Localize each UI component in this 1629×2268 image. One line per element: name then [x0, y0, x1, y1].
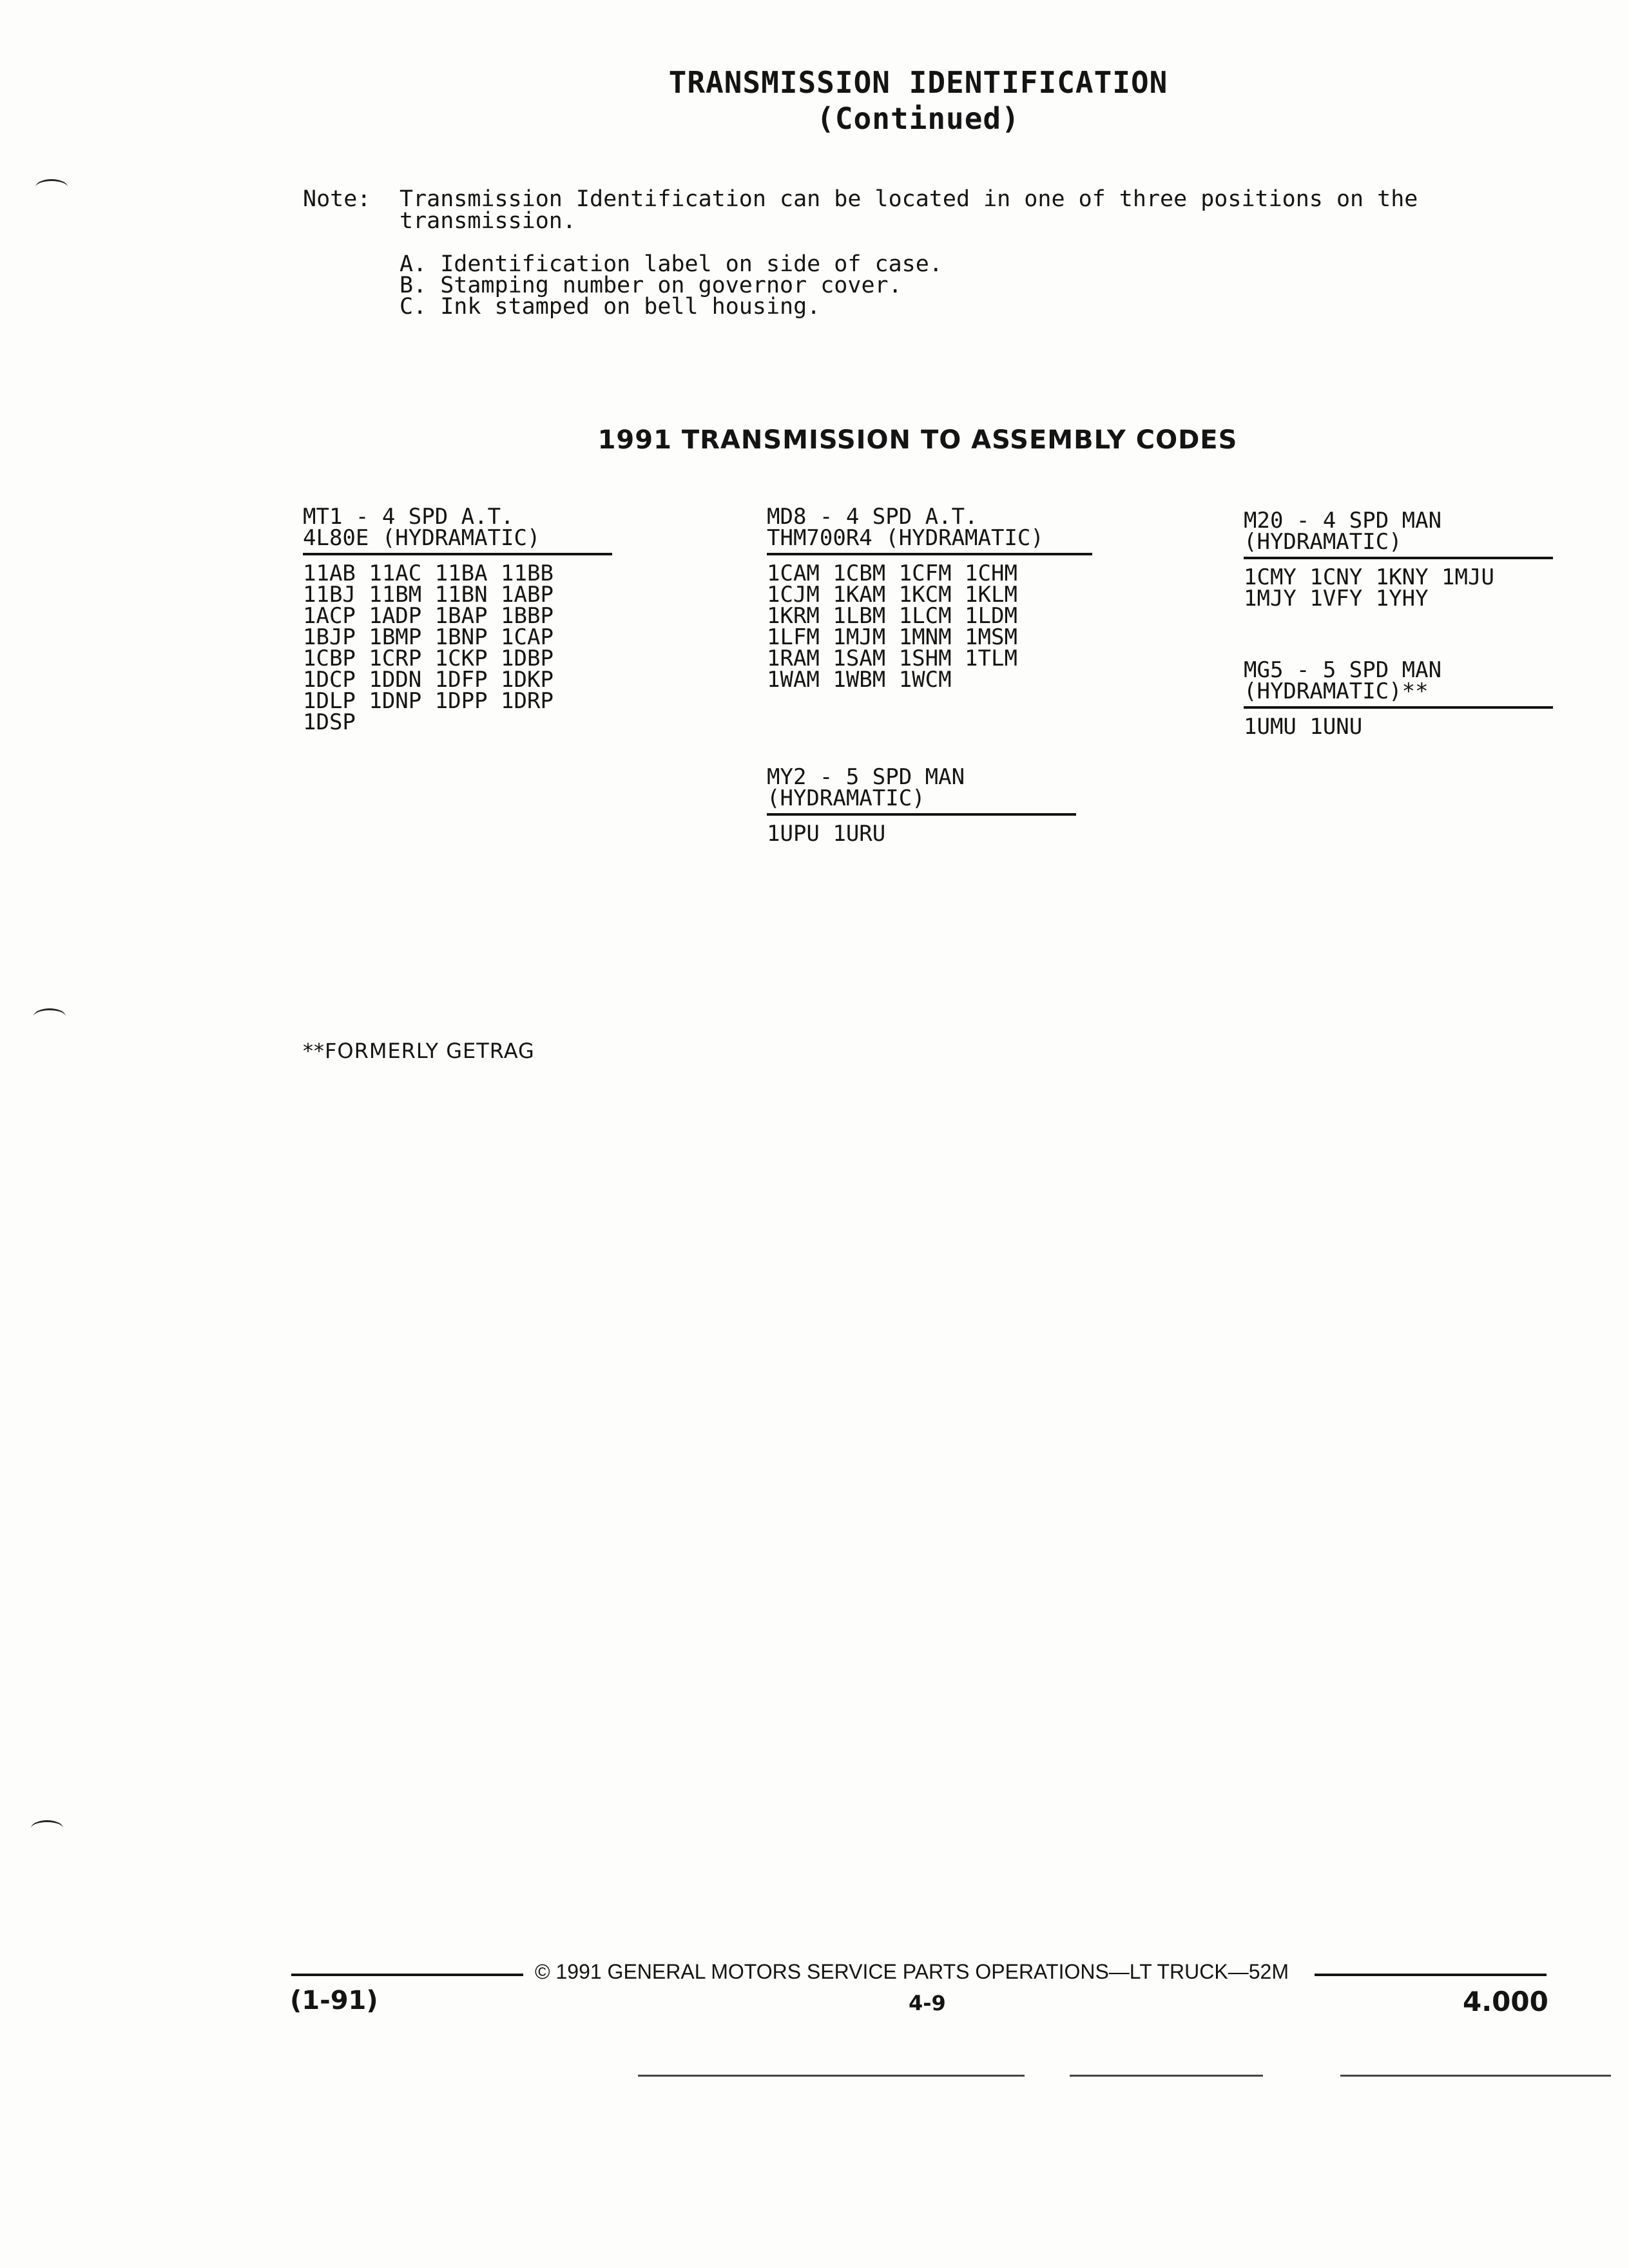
margin-mark — [35, 179, 68, 195]
code-row: 1LFM 1MJM 1MNM 1MSM — [767, 624, 1017, 650]
code-row: 1CMY 1CNY 1KNY 1MJU — [1244, 564, 1494, 590]
code-row: 1CBP 1CRP 1CKP 1DBP — [303, 646, 554, 671]
code-row: 1MJY 1VFY 1YHY — [1244, 586, 1429, 611]
note-item: B. Stamping number on governor cover. — [400, 273, 902, 298]
group-heading: MT1 - 4 SPD A.T. — [303, 504, 514, 530]
group-subheading: (HYDRAMATIC)** — [1244, 678, 1429, 704]
footer-rule-right — [1315, 1974, 1547, 1976]
code-row: 1UPU 1URU — [767, 821, 886, 847]
group-rule — [767, 813, 1076, 816]
note-list — [400, 251, 1566, 320]
scan-line — [638, 2075, 1025, 2077]
section-title: 1991 TRANSMISSION TO ASSEMBLY CODES — [597, 425, 1238, 455]
code-row: 1UMU 1UNU — [1244, 714, 1363, 740]
footer-copyright: © 1991 GENERAL MOTORS SERVICE PARTS OPERATIONS—LT TRUCK—52M — [535, 1960, 1289, 1983]
page-title-line2: (Continued) — [816, 101, 1020, 136]
margin-mark — [34, 1008, 66, 1024]
footer-section-number: 4.000 — [1463, 1986, 1548, 2017]
code-row: 1RAM 1SAM 1SHM 1TLM — [767, 646, 1017, 671]
group-subheading: (HYDRAMATIC) — [767, 785, 925, 811]
page-title-line1: TRANSMISSION IDENTIFICATION — [668, 65, 1168, 100]
code-list — [1244, 564, 1553, 611]
group-subheading: 4L80E (HYDRAMATIC) — [303, 525, 541, 551]
code-row: 1WAM 1WBM 1WCM — [767, 667, 952, 693]
group-rule — [767, 553, 1092, 555]
margin-mark — [31, 1820, 63, 1836]
code-list — [1244, 716, 1553, 738]
group-heading: MY2 - 5 SPD MAN — [767, 764, 965, 790]
group-subheading: THM700R4 (HYDRAMATIC) — [767, 525, 1044, 551]
group-rule — [1244, 557, 1553, 559]
group-heading: MD8 - 4 SPD A.T. — [767, 504, 978, 530]
transmission-group-m20 — [1244, 510, 1553, 610]
footer-date: (1-91) — [290, 1986, 378, 2015]
code-list — [767, 823, 1076, 845]
footer-page-number: 4-9 — [909, 1991, 946, 2015]
scan-line — [1070, 2075, 1263, 2077]
group-heading: MG5 - 5 SPD MAN — [1244, 657, 1442, 683]
scan-line — [1340, 2075, 1611, 2077]
note-text: Transmission Identification can be located in one of three positions on the transmission. — [400, 186, 1418, 234]
code-row: 1DSP — [303, 709, 356, 735]
note-block — [303, 188, 1566, 318]
group-rule — [303, 553, 612, 555]
code-row: 1ACP 1ADP 1BAP 1BBP — [303, 603, 554, 629]
group-rule — [1244, 706, 1553, 709]
code-row: 1KRM 1LBM 1LCM 1LDM — [767, 603, 1017, 629]
transmission-group-my2 — [767, 764, 1076, 847]
group-heading: M20 - 4 SPD MAN — [1244, 508, 1442, 533]
code-list — [303, 563, 612, 733]
code-list — [767, 563, 1092, 691]
page-title — [0, 64, 1629, 137]
footer-rule-left — [291, 1974, 523, 1976]
code-row: 1DCP 1DDN 1DFP 1DKP — [303, 667, 554, 693]
transmission-group-mt1 — [303, 506, 612, 733]
footnote: **FORMERLY GETRAG — [303, 1039, 535, 1063]
note-item: C. Ink stamped on bell housing. — [400, 294, 821, 320]
note-label: Note: — [303, 186, 371, 212]
code-row: 1BJP 1BMP 1BNP 1CAP — [303, 624, 554, 650]
code-row: 1DLP 1DNP 1DPP 1DRP — [303, 688, 554, 714]
note-item: A. Identification label on side of case. — [400, 251, 943, 277]
group-subheading: (HYDRAMATIC) — [1244, 529, 1402, 555]
code-row: 1CAM 1CBM 1CFM 1CHM — [767, 561, 1017, 586]
code-row: 1CJM 1KAM 1KCM 1KLM — [767, 582, 1017, 608]
code-row: 11AB 11AC 11BA 11BB — [303, 561, 554, 586]
transmission-group-md8 — [767, 506, 1092, 691]
code-row: 11BJ 11BM 11BN 1ABP — [303, 582, 554, 608]
transmission-group-mg5 — [1244, 657, 1553, 740]
